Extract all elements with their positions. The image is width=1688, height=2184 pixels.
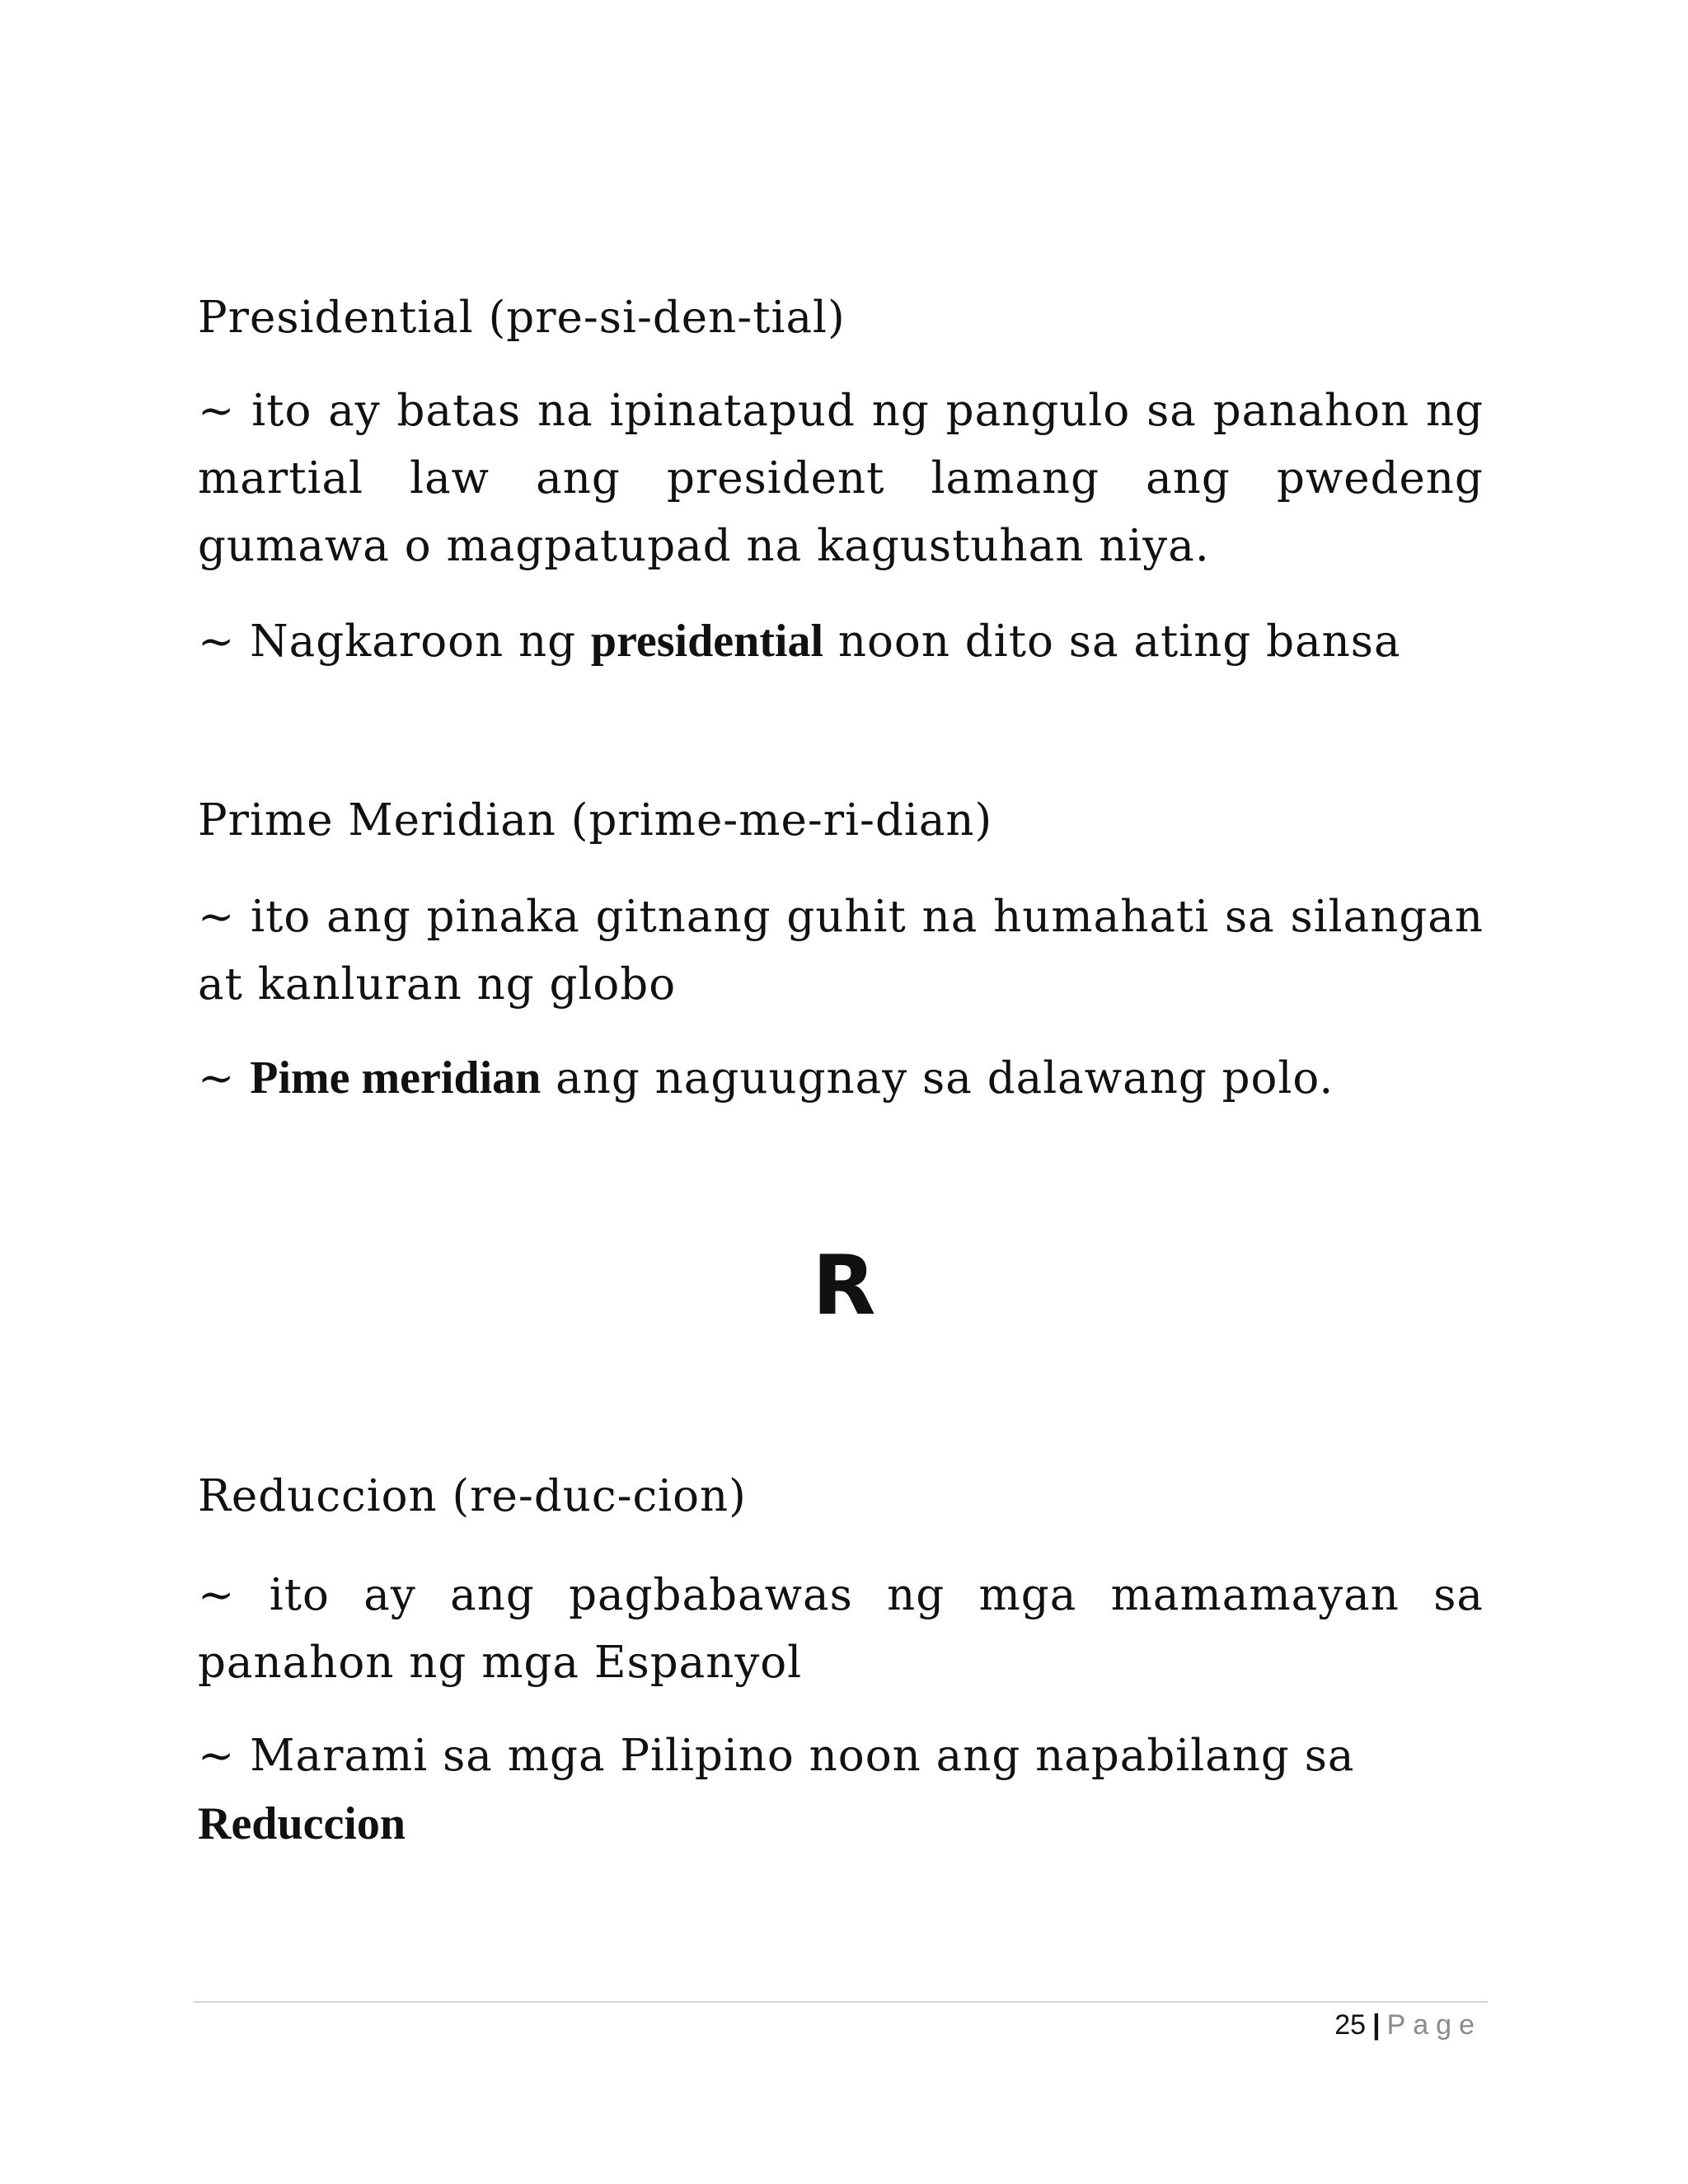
entry-term-prime-meridian: Prime Meridian (prime-me-ri-dian) [198,795,993,846]
entry-definition-reduccion: ~ ito ay ang pagbabawas ng mga mamamayan sa panahon ng mga Espanyol [198,1570,1484,1688]
footer-separator: | [1372,2009,1381,2041]
entry-term-reduccion: Reduccion (re-duc-cion) [198,1471,747,1521]
example-suffix: noon dito sa ating bansa [823,616,1401,667]
entry-definition-prime-meridian: ~ ito ang pinaka gitnang guhit na humahati sa silangan at kanluran ng globo [198,892,1484,1010]
entry-definition-presidential: ~ ito ay batas na ipinatapud ng pangulo sa panahon ng martial law ang president lamang ang pwedeng gumawa o magpatupad na kagustuhan niya. [198,386,1484,571]
example-suffix: ang naguugnay sa dalawang polo. [541,1053,1334,1104]
page-footer [1334,2004,1482,2046]
footer-divider [194,2001,1488,2003]
entry-example-prime-meridian [198,1044,1484,1113]
entry-example-reduccion [198,1722,1484,1858]
section-letter-heading: R [812,1237,876,1333]
example-prefix: ~ [198,1053,251,1104]
page-number: 25 [1334,2009,1367,2041]
entry-example-presidential [198,607,1484,676]
example-bold-term: presidential [590,616,824,667]
page-label: Page [1386,2009,1482,2041]
example-prefix: ~ Marami sa mga Pilipino noon ang napabilang sa [198,1731,1355,1781]
example-bold-term: Reduccion [198,1798,406,1849]
entry-term-presidential: Presidential (pre-si-den-tial) [198,293,846,343]
example-bold-term: Pime meridian [250,1052,542,1104]
example-prefix: ~ Nagkaroon ng [198,616,591,667]
